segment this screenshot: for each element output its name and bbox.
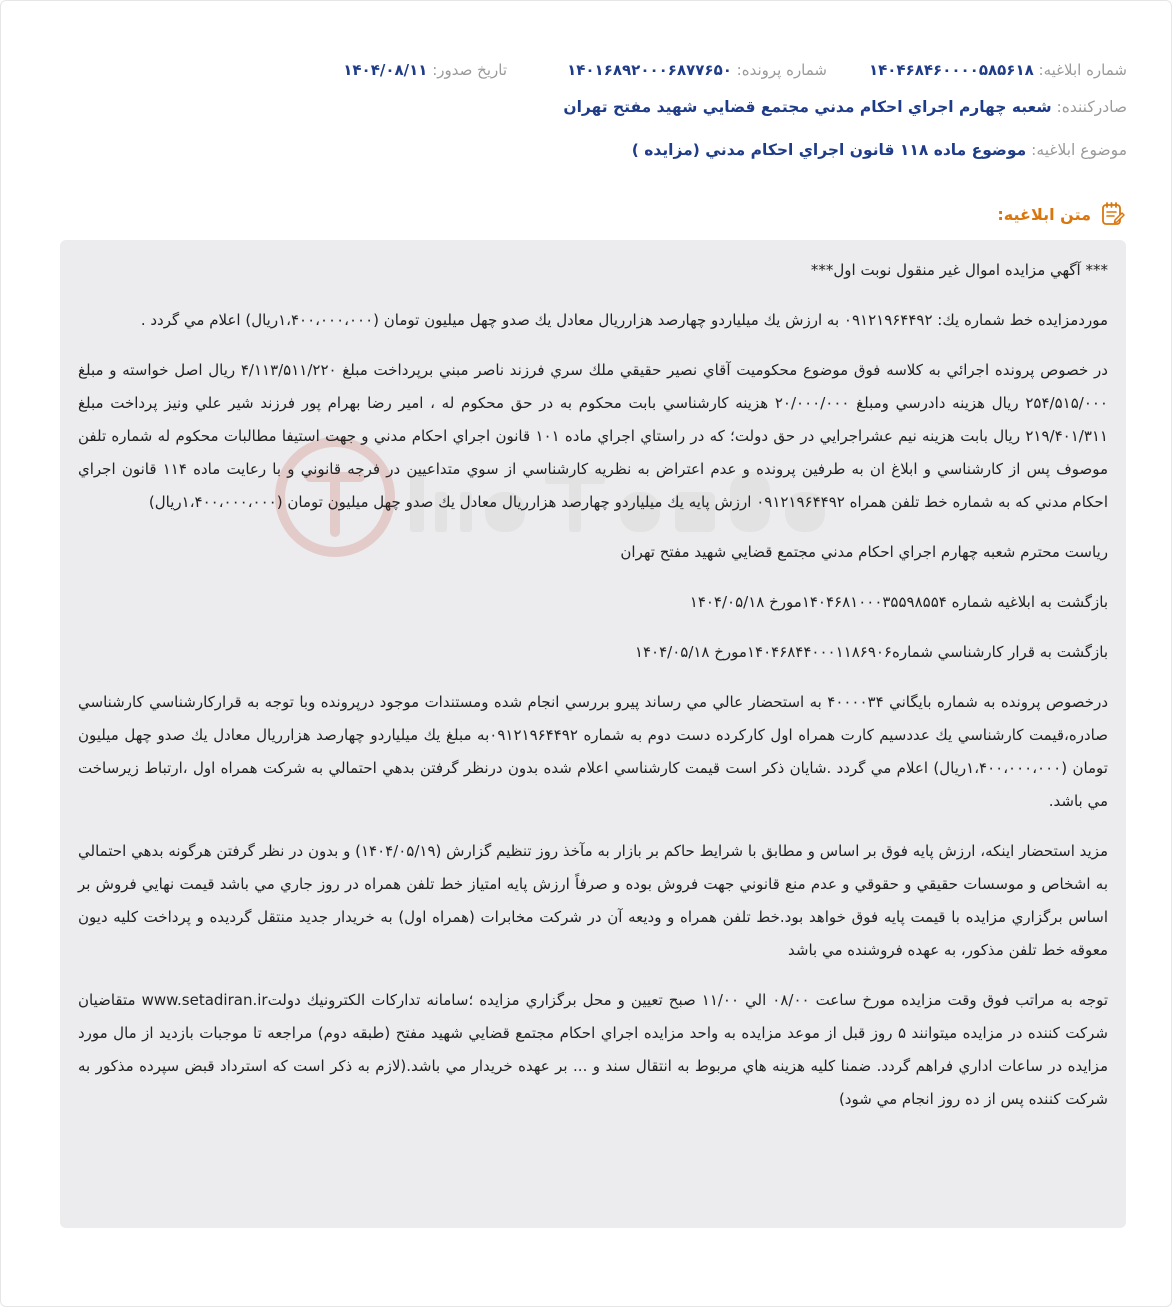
file-number: [507, 61, 827, 79]
notice-paragraph: *** آگهي مزايده اموال غير منقول نوبت اول***: [810, 261, 1108, 279]
notice-paragraph: بازگشت به قرار كارشناسي شماره۱۴۰۴۶۸۴۴۰۰۰۱۱۸۶۹۰۶مورخ ۱۴۰۴/۰۵/۱۸: [634, 643, 1108, 661]
meta-row: [40, 58, 1127, 82]
issue-date: [343, 61, 507, 79]
subject-value: موضوع ماده ۱۱۸ قانون اجراي احكام مدني (مزايده ): [631, 141, 1027, 159]
notice-paragraph: درخصوص پرونده به شماره بايگاني ۴۰۰۰۰۳۴ به استحضار عالي مي رساند پيرو بررسي انجام شده ومستندات موجود درپرونده وبا توجه به قراركارشناسي كارشناسي صادره،قيمت كارشناسي يك عددسيم كارت همراه اول كاركرده دست دوم به شماره ۰۹۱۲۱۹۶۴۴۹۲به مبلغ يك ميلياردو چهارصد هزارريال معادل يك صدو چهل ميليون تومان (۱،۴۰۰،۰۰۰،۰۰۰ريال) اعلام مي گردد .شايان ذكر است قيمت كارشناسي اعلام شده بدون درنظر گرفتن بدهي احتمالي به شركت همراه اول ،ارتباط زيرساخت مي باشد.: [78, 693, 1108, 810]
issue-date-value: ۱۴۰۴/۰۸/۱۱: [343, 61, 428, 79]
notice-paragraph: در خصوص پرونده اجرائي به كلاسه فوق موضوع محكوميت آقاي نصير حقيقي ملك سري فرزند ناصر مبني برپرداخت مبلغ ۴/۱۱۳/۵۱۱/۲۲۰ ريال اصل خواسته و مبلغ ۲۵۴/۵۱۵/۰۰۰ ريال هزينه دادرسي ومبلغ ۲۰/۰۰۰/۰۰۰ هزينه كارشناسي بابت محكوم به در حق محكوم له ، امير رضا بهرام پور فرزند شير علي ونيز پرداخت مبلغ ۲۱۹/۴۰۱/۳۱۱ ريال بابت هزينه نيم عشراجرايي در حق دولت؛ كه در راستاي اجراي ماده ۱۰۱ قانون اجراي احكام مدني و جهت استيفا مطالبات محكوم له شماره تلفن موصوف پس از كارشناسي و ابلاغ ان به طرفين پرونده و عدم اعتراض به نظريه كارشناسي از سوي متداعيين در فرجه قانوني و با رعايت ماده ۱۱۴ قانون اجراي احكام مدني كه به شماره خط تلفن همراه ۰۹۱۲۱۹۶۴۴۹۲ ارزش پايه يك ميلياردو چهارصد هزارريال معادل يك صدو چهل ميليون تومان (۱،۴۰۰،۰۰۰،۰۰۰ريال): [78, 361, 1108, 511]
issuer-label: صادرکننده:: [1056, 98, 1127, 116]
note-icon: [1099, 201, 1125, 227]
notice-text-header: [997, 199, 1125, 229]
notice-text-label: متن ابلاغيه:: [997, 204, 1091, 224]
issuer-line: [40, 98, 1127, 124]
file-number-label: شماره پرونده:: [736, 61, 827, 79]
file-number-value: ۱۴۰۱۶۸۹۲۰۰۰۶۸۷۷۶۵۰: [567, 61, 732, 79]
notice-paragraph: توجه به مراتب فوق وقت مزايده مورخ ساعت ۰۸/۰۰ الي ۱۱/۰۰ صبح تعيين و محل برگزاري مزايده ؛سامانه تداركات الكترونيك دولتwww.setadiran.ir متقاضيان شركت كننده در مزايده ميتوانند ۵ روز قبل از موعد مزايده به واحد مزايده اجراي احكام مجتمع قضايي شهيد مفتح (طبقه دوم) مراجعه تا موجبات بازديد از مال مورد مزايده در ساعات اداري فراهم گردد. ضمنا كليه هزينه هاي مربوط به انتقال سند و ... بر عهده خريدار مي باشد.(لازم به ذكر است كه استرداد قبض سپرده مذكور به شركت كننده پس از ده روز انجام مي شود): [78, 991, 1109, 1108]
notice-paragraph: موردمزايده خط شماره يك: ۰۹۱۲۱۹۶۴۴۹۲ به ارزش يك ميلياردو چهارصد هزارريال معادل يك صدو چهل ميليون تومان (۱،۴۰۰،۰۰۰،۰۰۰ريال) اعلام مي گردد .: [140, 311, 1108, 329]
subject-label: موضوع ابلاغيه:: [1031, 141, 1127, 159]
notice-paragraph: بازگشت به ابلاغيه شماره ۱۴۰۴۶۸۱۰۰۰۳۵۵۹۸۵۵۴مورخ ۱۴۰۴/۰۵/۱۸: [689, 593, 1108, 611]
notice-paragraph: رياست محترم شعبه چهارم اجراي احكام مدني مجتمع قضايي شهيد مفتح تهران: [620, 543, 1108, 561]
notice-paragraph: مزيد استحضار اينكه، ارزش پايه فوق بر اساس و مطابق با شرايط حاكم بر بازار به مآخذ روز تنظيم گزارش (۱۴۰۴/۰۵/۱۹) و بدون در نظر گرفتن هرگونه بدهي احتمالي به اشخاص و موسسات حقيقي و حقوقي و عدم منع قانوني جهت فروش بوده و صرفاً ارزش پايه امتياز خط تلفن همراه در روز جاري مي باشد قيمت نهايي فروش بر اساس برگزاري مزايده با قيمت پايه فوق خواهد بود.خط تلفن همراه و وديعه آن در شركت مخابرات (همراه اول) به خريدار جديد منتقل گرديده و پرداخت كليه ديون معوقه خط تلفن مذكور، به عهده فروشنده مي باشد: [78, 842, 1109, 959]
issue-date-label: تاريخ صدور:: [432, 61, 507, 79]
notice-number-label: شماره ابلاغيه:: [1038, 61, 1127, 79]
notice-number-value: ۱۴۰۴۶۸۴۶۰۰۰۰۵۸۵۶۱۸: [868, 61, 1034, 79]
subject-line: [40, 141, 1127, 167]
notice-number: [827, 61, 1127, 79]
notice-content-box: [60, 240, 1126, 1228]
issuer-value: شعبه چهارم اجراي احكام مدني مجتمع قضايي شهيد مفتح تهران: [563, 98, 1052, 116]
